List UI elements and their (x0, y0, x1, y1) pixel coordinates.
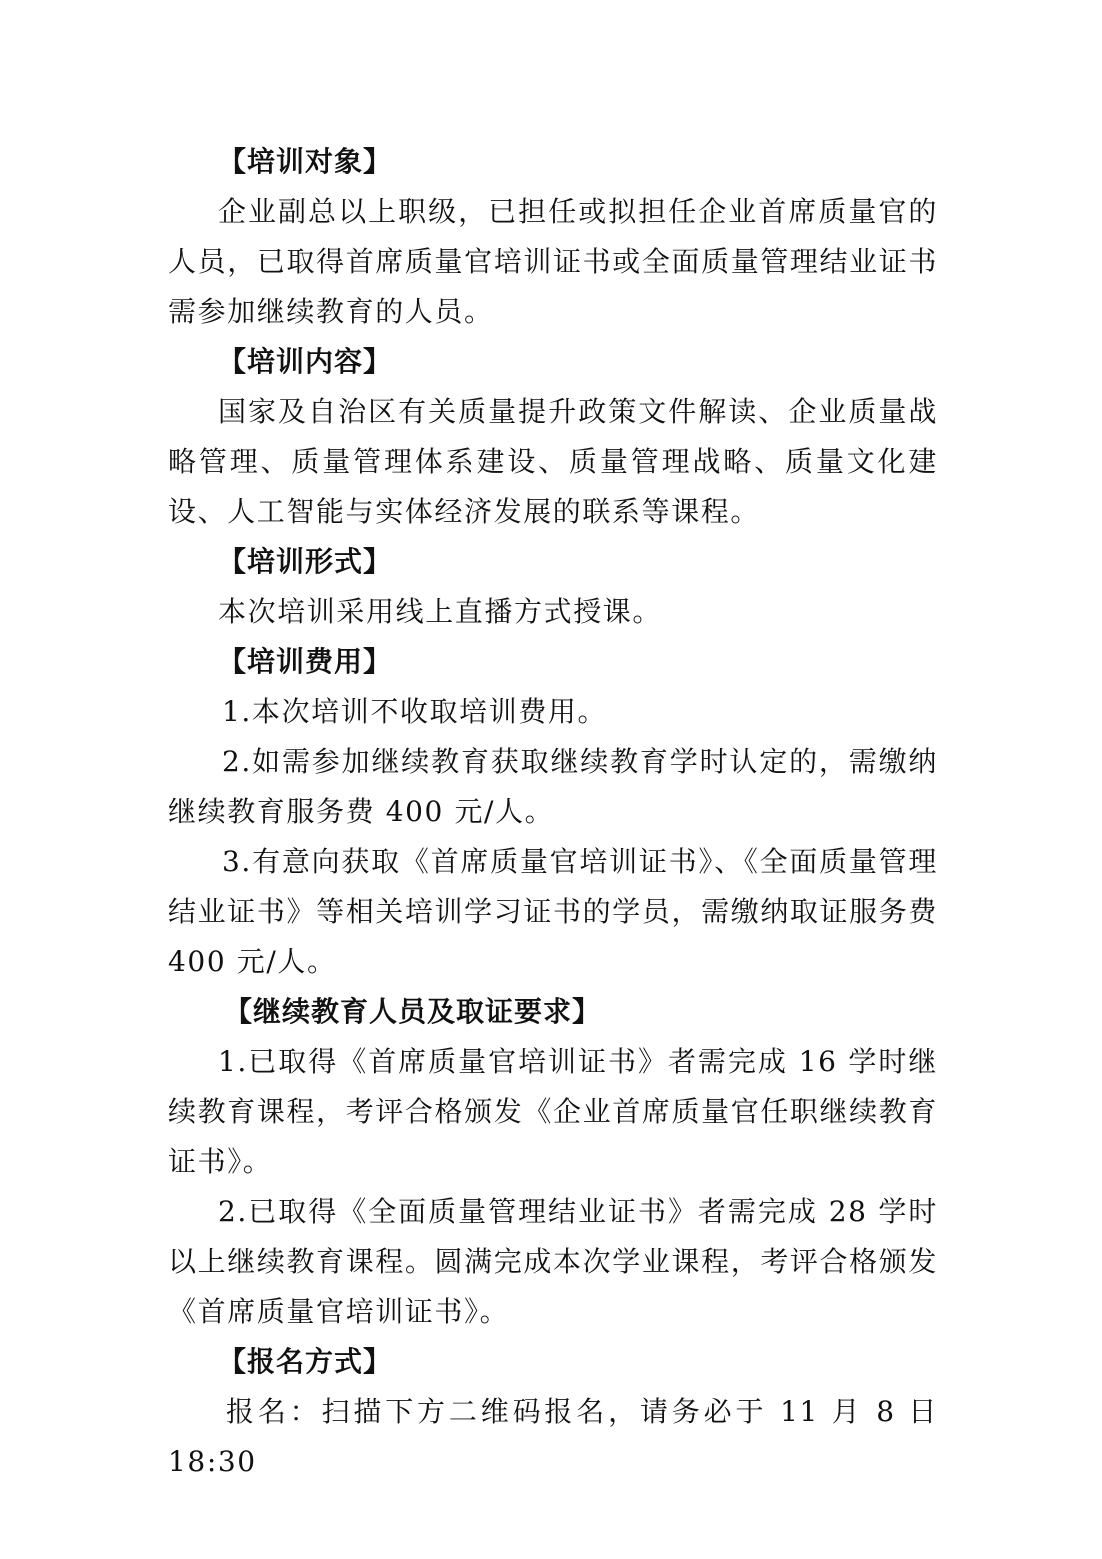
section-heading-training-format: 【培训形式】 (218, 545, 393, 578)
section-heading-training-target: 【培训对象】 (218, 145, 393, 178)
section-heading-continuing-education: 【继续教育人员及取证要求】 (224, 995, 602, 1028)
fee-item-3: 3.有意向获取《首席质量官培训证书》、《全面质量管理结业证书》等相关培训学习证书的学员，需缴纳取证服务费 400 元/人。 (168, 845, 938, 978)
registration-text: 报名：扫描下方二维码报名，请务必于 11 月 8 日 18:30 (168, 1395, 938, 1478)
continuing-education-item-2: 2.已取得《全面质量管理结业证书》者需完成 28 学时以上继续教育课程。圆满完成本次学业课程，考评合格颁发《首席质量官培训证书》。 (168, 1195, 938, 1328)
section-heading-training-fees: 【培训费用】 (218, 645, 393, 678)
continuing-education-item-1: 1.已取得《首席质量官培训证书》者需完成 16 学时继续教育课程，考评合格颁发《企业首席质量官任职继续教育证书》。 (168, 1045, 938, 1178)
section-heading-training-content: 【培训内容】 (218, 345, 393, 378)
document-body (168, 137, 938, 1487)
section-heading-registration: 【报名方式】 (218, 1345, 393, 1378)
fee-item-1: 1.本次培训不收取培训费用。 (222, 695, 608, 728)
training-format-text: 本次培训采用线上直播方式授课。 (218, 595, 663, 628)
training-content-text: 国家及自治区有关质量提升政策文件解读、企业质量战略管理、质量管理体系建设、质量管理战略、质量文化建设、人工智能与实体经济发展的联系等课程。 (168, 395, 938, 528)
training-target-text: 企业副总以上职级，已担任或拟担任企业首席质量官的人员，已取得首席质量官培训证书或全面质量管理结业证书需参加继续教育的人员。 (168, 195, 938, 328)
fee-item-2: 2.如需参加继续教育获取继续教育学时认定的，需缴纳继续教育服务费 400 元/人。 (168, 745, 938, 828)
